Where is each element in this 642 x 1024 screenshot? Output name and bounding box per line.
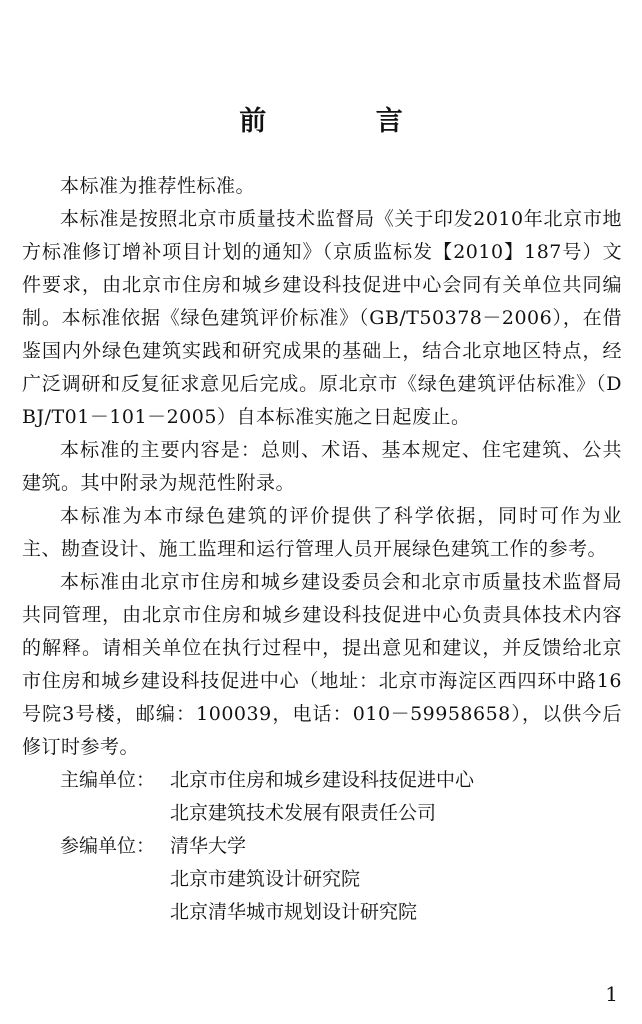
- chief-units: [22, 764, 622, 830]
- unit-name: 北京清华城市规划设计研究院: [170, 901, 418, 923]
- paragraph: 本标准的主要内容是：总则、术语、基本规定、住宅建筑、公共建筑。其中附录为规范性附录。: [22, 439, 622, 494]
- participating-units: [22, 830, 622, 929]
- chief-units-list: [170, 764, 474, 830]
- unit-name: 北京市住房和城乡建设科技促进中心: [170, 769, 475, 791]
- page-title: 前 言: [239, 106, 453, 137]
- page-number: 1: [605, 982, 618, 1006]
- chief-units-label: 主编单位：: [60, 769, 156, 791]
- paragraph: 本标准是按照北京市质量技术监督局《关于印发2010年北京市地方标准修订增补项目计划的通知》（京质监标发【2010】187号）文件要求，由北京市住房和城乡建设科技促进中心会同有关单位共同编制。本标准依据《绿色建筑评价标准》（GB/T50378－2006），在借鉴国内外绿色建筑实践和研究成果的基础上，结合北京地区特点，经广泛调研和反复征求意见后完成。原北京市《绿色建筑评估标准》（DBJ/T01－101－2005）自本标准实施之日起废止。: [22, 208, 622, 428]
- participating-units-list: [170, 830, 417, 929]
- paragraph: 本标准为本市绿色建筑的评价提供了科学依据，同时可作为业主、勘查设计、施工监理和运行管理人员开展绿色建筑工作的参考。: [22, 505, 622, 560]
- unit-name: 北京建筑技术发展有限责任公司: [170, 802, 437, 824]
- unit-name: 北京市建筑设计研究院: [170, 868, 361, 890]
- paragraph: 本标准为推荐性标准。: [60, 175, 256, 197]
- paragraph: 本标准由北京市住房和城乡建设委员会和北京市质量技术监督局共同管理，由北京市住房和城乡建设科技促进中心负责具体技术内容的解释。请相关单位在执行过程中，提出意见和建议，并反馈给北京市住房和城乡建设科技促进中心（地址：北京市海淀区西四环中路16号院3号楼，邮编：100039，电话：010－59958658），以供今后修订时参考。: [22, 571, 622, 758]
- unit-name: 清华大学: [170, 835, 247, 857]
- preface-body: [22, 170, 622, 929]
- participating-units-label: 参编单位：: [60, 835, 156, 857]
